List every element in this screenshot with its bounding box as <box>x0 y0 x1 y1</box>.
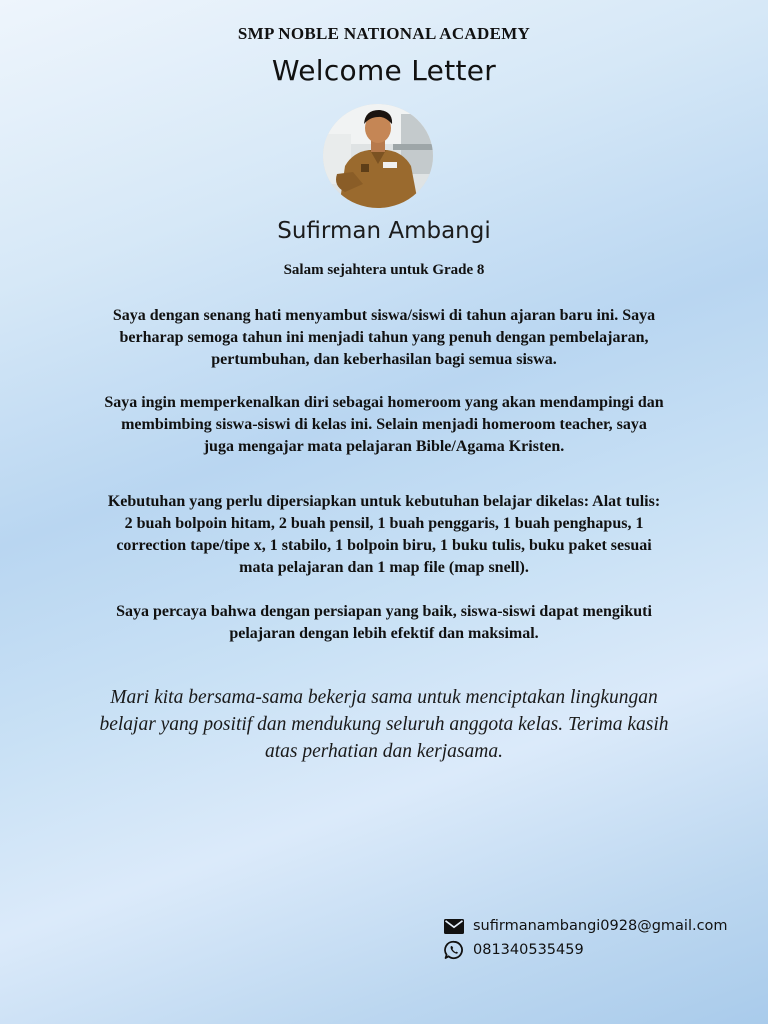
teacher-photo <box>323 104 433 208</box>
school-name: SMP NOBLE NATIONAL ACADEMY <box>237 24 531 43</box>
whatsapp-icon <box>444 941 464 959</box>
email-contact <box>444 917 728 935</box>
greeting: Salam sejahtera untuk Grade 8 <box>283 262 485 278</box>
welcome-paragraph: Saya dengan senang hati menyambut siswa/siswi di tahun ajaran baru ini. Saya berharap semoga tahun ini menjadi tahun yang penuh dengan pembelajaran, pertumbuhan, dan keberhasilan bagi semua siswa. <box>112 307 656 368</box>
email-text: sufirmanambangi0928@gmail.com <box>473 918 728 934</box>
introduction-paragraph: Saya ingin memperkenalkan diri sebagai homeroom yang akan mendampingi dan membimbing siswa-siswi di kelas ini. Selain menjadi homeroom teacher, saya juga mengajar mata pelajaran Bible/Agama Kristen. <box>104 394 664 455</box>
closing-quote: Mari kita bersama-sama bekerja sama untuk menciptakan lingkungan belajar yang positif dan mendukung seluruh anggota kelas. Terima kasih atas perhatian dan kerjasama. <box>99 687 669 762</box>
phone-text: 081340535459 <box>473 942 584 958</box>
preparation-paragraph: Saya percaya bahwa dengan persiapan yang baik, siswa-siswi dapat mengikuti pelajaran dengan lebih efektif dan maksimal. <box>116 603 652 642</box>
letter-title: Welcome Letter <box>271 54 497 87</box>
supplies-paragraph: Kebutuhan yang perlu dipersiapkan untuk kebutuhan belajar dikelas: Alat tulis: 2 buah bolpoin hitam, 2 buah pensil, 1 buah penggaris, 1 buah penghapus, 1 correction tape/tipe x, 1 stabilo, 1 bolpoin biru, 1 buku tulis, buku paket sesuai mata pelajaran dan 1 map file (map snell). <box>107 493 661 576</box>
envelope-icon <box>444 917 464 935</box>
teacher-name: Sufirman Ambangi <box>277 218 491 244</box>
phone-contact <box>444 941 584 959</box>
